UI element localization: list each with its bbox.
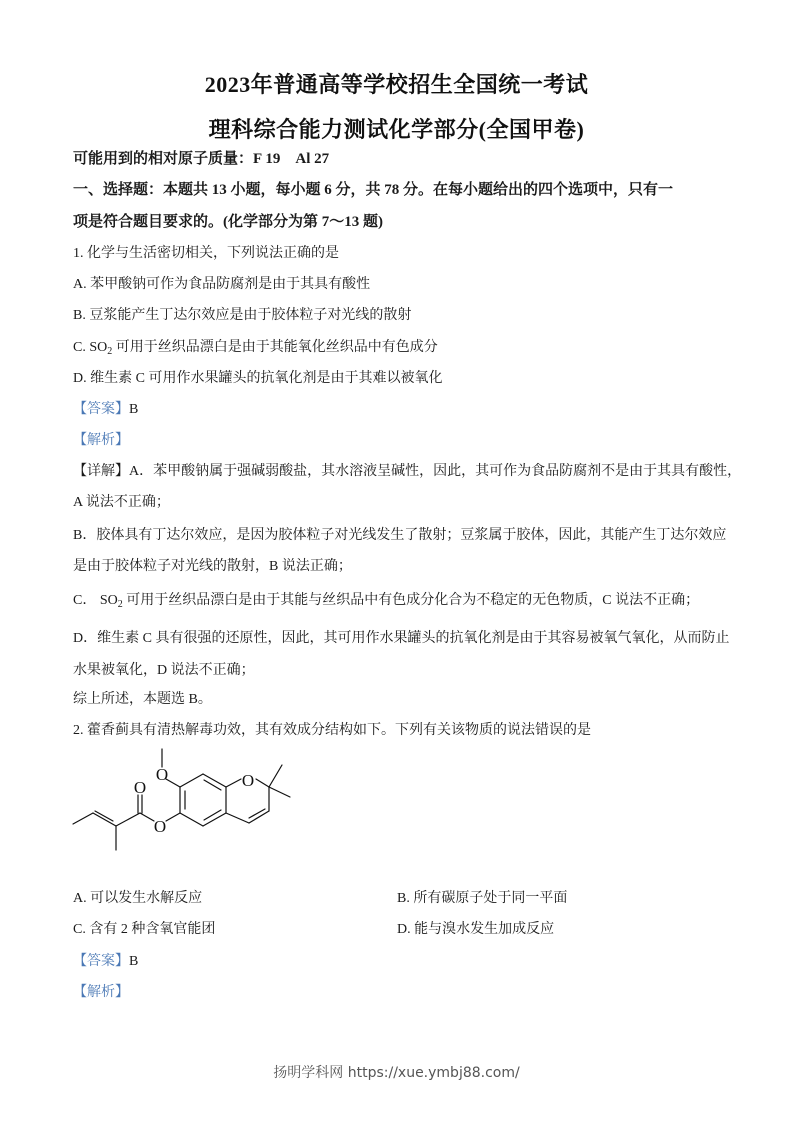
detail-c-text: 可用于丝织品漂白是由于其能与丝织品中有色成分化合为不稳定的无色物质，C 说法不正确；	[122, 593, 700, 608]
chemical-structure-diagram	[65, 745, 305, 860]
q1-option-d: D. 维生素 C 可用作水果罐头的抗氧化剂是由于其难以被氧化	[73, 371, 443, 386]
q1-option-c	[73, 339, 438, 357]
q1-detail-b-line1: B．胶体具有丁达尔效应，是因为胶体粒子对光线发生了散射；豆浆属于胶体，因此，其能产生丁达尔效应	[73, 528, 727, 543]
exam-title: 2023年普通高等学校招生全国统一考试	[204, 72, 589, 97]
q1-option-a: A. 苯甲酸钠可作为食品防腐剂是由于其具有酸性	[73, 277, 371, 292]
atomic-masses: 可能用到的相对原子质量：F 19 Al 27	[73, 151, 330, 167]
q1-detail-a-line1	[73, 463, 741, 481]
structure-atom-o-ester: O	[153, 817, 167, 836]
q1-detail-d-line2: 水果被氧化，D 说法不正确；	[73, 663, 255, 678]
section-instructions-line2: 项是符合题目要求的。(化学部分为第 7～13 题)	[73, 214, 383, 230]
q1-detail-d-line1: D．维生素 C 具有很强的还原性，因此，其可用作水果罐头的抗氧化剂是由于其容易被氧气氧化，从而防止	[73, 631, 730, 646]
q1-detail-b-line2: 是由于胶体粒子对光线的散射，B 说法正确；	[73, 559, 352, 574]
q1-analysis-tag: 【解析】	[73, 433, 129, 448]
answer-value: B	[129, 402, 139, 417]
detail-a-text: A．苯甲酸钠属于强碱弱酸盐，其水溶液呈碱性，因此，其可作为食品防腐剂不是由于其具有酸性，	[129, 464, 742, 479]
q1-answer	[73, 401, 138, 419]
q2-stem: 2. 藿香蓟具有清热解毒功效，其有效成分结构如下。下列有关该物质的说法错误的是	[73, 723, 591, 738]
answer-value: B	[129, 954, 139, 969]
footer-watermark: 扬明学科网 https://xue.ymbj88.com/	[273, 1065, 520, 1081]
structure-atom-o-carbonyl: O	[133, 778, 147, 797]
answer-tag: 【答案】	[73, 954, 129, 969]
q2-option-d: D. 能与溴水发生加成反应	[397, 922, 555, 937]
subscript: 2	[107, 346, 113, 357]
q1-detail-c	[73, 592, 699, 610]
q1-option-c-text: 可用于丝织品漂白是由于其能氧化丝织品中有色成分	[112, 340, 438, 355]
structure-atom-o-methoxy: O	[155, 765, 169, 784]
answer-tag: 【答案】	[73, 402, 129, 417]
q1-stem: 1. 化学与生活密切相关，下列说法正确的是	[73, 246, 339, 261]
detail-c-prefix: C． SO	[73, 593, 118, 608]
q1-detail-a-line2: A 说法不正确；	[73, 495, 170, 510]
subscript: 2	[117, 599, 123, 610]
q2-option-a: A. 可以发生水解反应	[73, 891, 203, 906]
q2-option-c: C. 含有 2 种含氧官能团	[73, 922, 216, 937]
q2-answer	[73, 953, 138, 971]
detail-tag: 【详解】	[73, 464, 129, 479]
q2-option-b: B. 所有碳原子处于同一平面	[397, 891, 568, 906]
q1-summary: 综上所述，本题选 B。	[73, 692, 212, 707]
q1-option-b: B. 豆浆能产生丁达尔效应是由于胶体粒子对光线的散射	[73, 308, 412, 323]
q1-option-c-prefix: C. SO	[73, 340, 108, 355]
section-instructions-line1: 一、选择题：本题共 13 小题，每小题 6 分，共 78 分。在每小题给出的四个选项中，只有一	[73, 182, 674, 198]
structure-atom-o-ring: O	[241, 771, 255, 790]
exam-subtitle: 理科综合能力测试化学部分(全国甲卷)	[208, 117, 585, 142]
q2-analysis-tag: 【解析】	[73, 985, 129, 1000]
